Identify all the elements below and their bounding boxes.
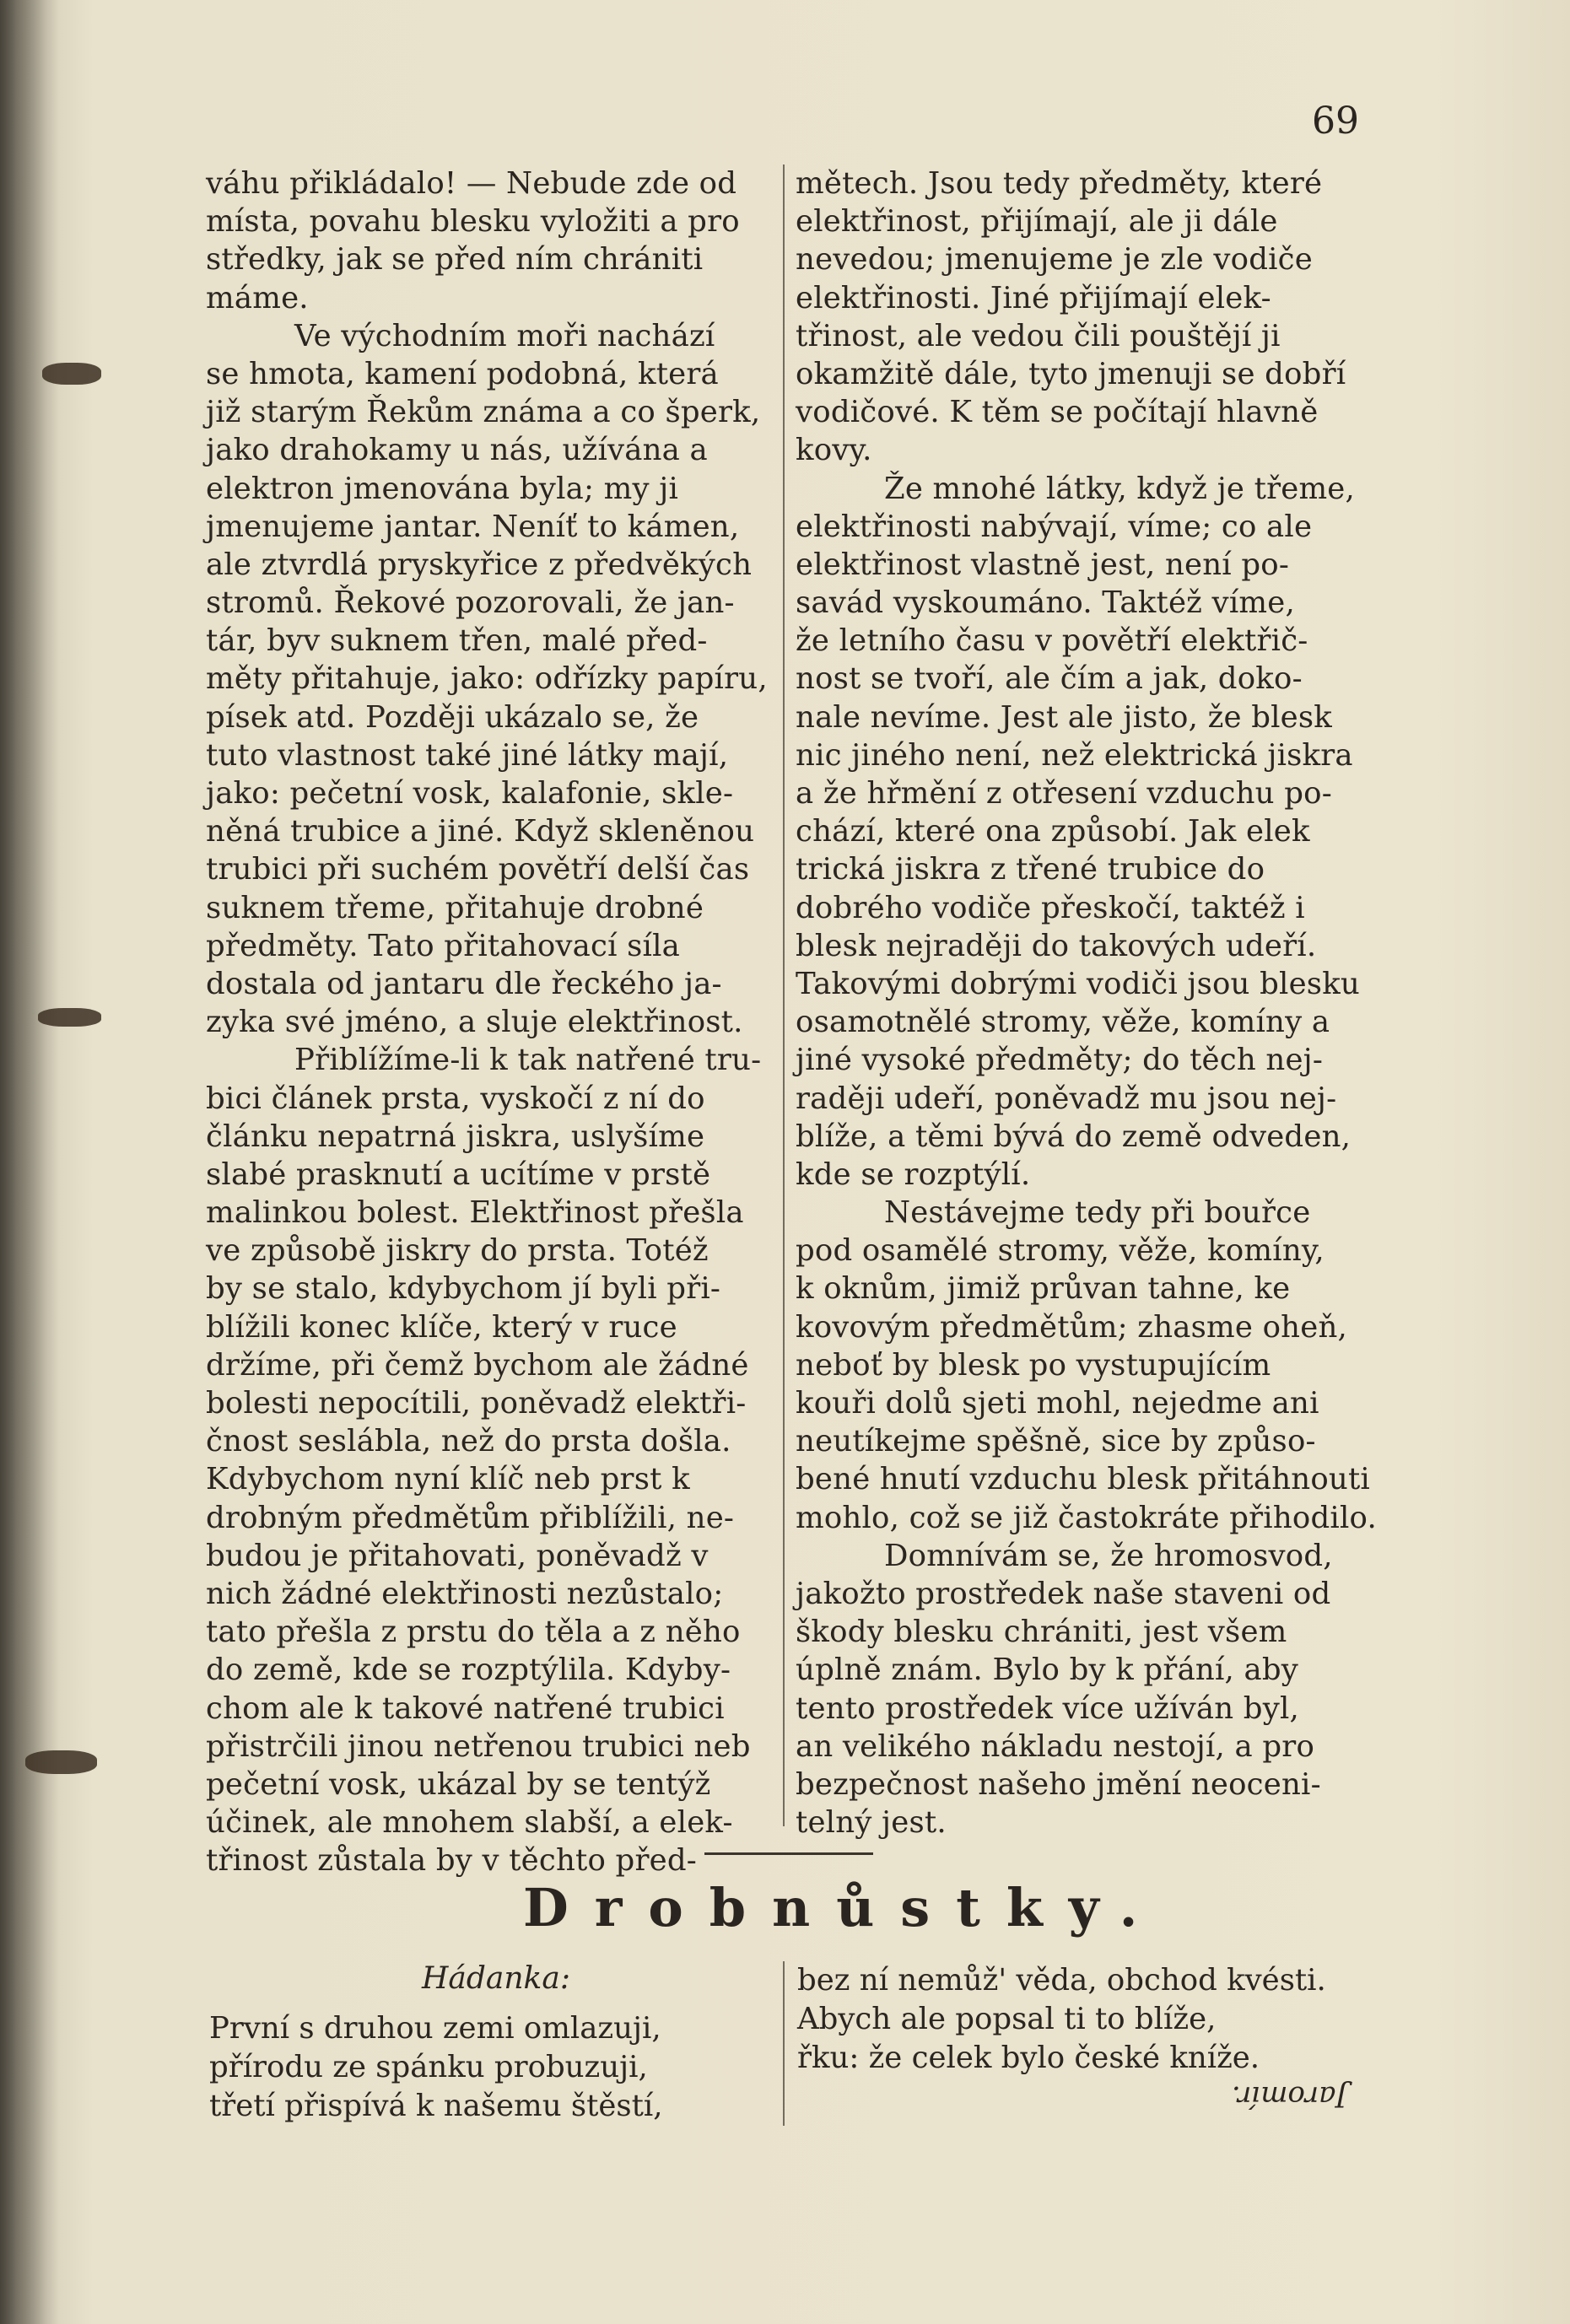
text-line: do země, kde se rozptýlila. Kdyby- — [206, 1653, 731, 1688]
text-line: třinost, ale vedou čili pouštějí ji — [796, 318, 1281, 353]
text-line: dostala od jantaru dle řeckého ja- — [206, 966, 722, 1001]
text-line: úplně znám. Bylo by k přání, aby — [796, 1653, 1299, 1688]
text-line: škody blesku chrániti, jest všem — [796, 1615, 1287, 1650]
text-line: stromů. Řekové pozorovali, že jan- — [206, 585, 735, 621]
text-line: kde se rozptýlí. — [796, 1157, 1031, 1192]
text-line: tuto vlastnost také jiné látky mají, — [206, 737, 729, 773]
text-line: písek atd. Později ukázalo se, že — [206, 699, 699, 735]
text-line: trubici při suchém povětří delší čas — [206, 852, 750, 887]
text-line: an velikého nákladu nestojí, a pro — [796, 1728, 1315, 1764]
text-line: neutíkejme spěšně, sice by způso- — [796, 1424, 1316, 1459]
text-line: bezpečnost našeho jmění neoceni- — [796, 1766, 1321, 1802]
text-line: jmenujeme jantar. Neníť to kámen, — [206, 509, 740, 544]
text-line: vodičové. K těm se počítají hlavně — [796, 395, 1319, 430]
text-line: raději udeří, poněvadž mu jsou nej- — [796, 1081, 1337, 1116]
text-line: držíme, při čemž bychom ale žádné — [206, 1347, 749, 1383]
text-line: jiné vysoké předměty; do těch nej- — [796, 1043, 1324, 1078]
text-line: nale nevíme. Jest ale jisto, že blesk — [796, 699, 1333, 735]
text-line: třinost zůstala by v těchto před- — [206, 1843, 697, 1879]
text-line: Přiblížíme-li k tak natřené tru- — [294, 1043, 762, 1078]
text-line: a že hřmění z otřesení vzduchu po- — [796, 776, 1332, 811]
text-line: nich žádné elektřinosti nezůstalo; — [206, 1576, 724, 1611]
text-line: pečetní vosk, ukázal by se tentýž — [206, 1766, 711, 1802]
text-line: Že mnohé látky, když je třeme, — [884, 471, 1356, 506]
riddle-line: První s druhou zemi omlazuji, — [209, 2011, 661, 2046]
text-line: Nestávejme tedy při bouřce — [884, 1195, 1311, 1231]
margin-ink-mark — [25, 1750, 97, 1774]
text-line: ve způsobě jiskry do prsta. Totéž — [206, 1233, 709, 1269]
riddle-line: řku: že celek bylo české kníže. — [797, 2041, 1260, 2075]
section-title: Drobnůstky. — [523, 1877, 1164, 1938]
text-line: Domnívám se, že hromosvod, — [884, 1538, 1333, 1573]
text-line: Takovými dobrými vodiči jsou blesku — [796, 966, 1360, 1001]
margin-ink-mark — [42, 363, 101, 385]
text-line: tento prostředek více užíván byl, — [796, 1690, 1300, 1726]
text-line: váhu přikládalo! — Nebude zde od — [206, 166, 737, 201]
text-line: chom ale k takové natřené trubici — [206, 1690, 725, 1726]
text-line: suknem třeme, přitahuje drobné — [206, 890, 704, 925]
text-line: chází, které ona způsobí. Jak elek — [796, 814, 1310, 849]
riddle-line: bez ní nemůž' věda, obchod kvésti. — [797, 1963, 1326, 1998]
text-line: přistrčili jinou netřenou trubici neb — [206, 1728, 751, 1764]
text-line: dobrého vodiče přeskočí, taktéž i — [796, 890, 1305, 925]
text-line: Ve východním moři nachází — [294, 318, 715, 353]
text-line: zyka své jméno, a sluje elektřinost. — [206, 1005, 743, 1040]
riddle-left-verse — [209, 2009, 662, 2126]
text-line: okamžitě dále, tyto jmenuji se dobří — [796, 356, 1346, 391]
text-line: jako: pečetní vosk, kalafonie, skle- — [206, 776, 734, 811]
text-line: Kdybychom nyní klíč neb prst k — [206, 1462, 690, 1497]
riddle-right-verse — [797, 1961, 1326, 2078]
text-line: drobným předmětům přiblížili, ne- — [206, 1500, 735, 1535]
text-line: tato přešla z prstu do těla a z něho — [206, 1615, 741, 1650]
riddle-line: třetí přispívá k našemu štěstí, — [209, 2089, 663, 2123]
text-line: telný jest. — [796, 1805, 947, 1841]
text-line: kouři dolů sjeti mohl, nejedme ani — [796, 1386, 1319, 1421]
riddle-column-divider — [783, 1961, 785, 2126]
text-line: jakožto prostředek naše staveni od — [796, 1576, 1331, 1611]
text-line: k oknům, jimiž průvan tahne, ke — [796, 1271, 1291, 1307]
text-line: elektřinost vlastně jest, není po- — [796, 547, 1290, 582]
text-line: něná trubice a jiné. Když skleněnou — [206, 814, 755, 849]
text-line: bolesti nepocítili, poněvadž elektři- — [206, 1386, 747, 1421]
text-line: ale ztvrdlá pryskyřice z předvěkých — [206, 547, 753, 582]
text-line: mohlo, což se již častokráte přihodilo. — [796, 1500, 1377, 1535]
text-line: elektřinosti nabývají, víme; co ale — [796, 509, 1313, 544]
text-line: článku nepatrná jiskra, uslyšíme — [206, 1119, 705, 1154]
text-line: malinkou bolest. Elektřinost přešla — [206, 1195, 744, 1231]
text-line: slabé prasknutí a ucítíme v prstě — [206, 1157, 711, 1192]
text-line: kovy. — [796, 433, 872, 468]
text-line: elektron jmenována byla; my ji — [206, 471, 678, 506]
text-line: by se stalo, kdybychom jí byli při- — [206, 1271, 721, 1307]
text-line: budou je přitahovati, poněvadž v — [206, 1538, 709, 1573]
text-line: účinek, ale mnohem slabší, a elek- — [206, 1805, 733, 1841]
text-line: jako drahokamy u nás, užívána a — [206, 433, 708, 468]
text-line: elektřinosti. Jiné přijímají elek- — [796, 280, 1271, 315]
right-text-column — [796, 164, 1377, 1841]
text-line: nic jiného není, než elektrická jiskra — [796, 737, 1353, 773]
text-line: blížili konec klíče, který v ruce — [206, 1309, 677, 1345]
text-line: neboť by blesk po vystupujícím — [796, 1347, 1271, 1383]
page-number: 69 — [1312, 100, 1359, 143]
text-line: se hmota, kamení podobná, která — [206, 356, 719, 391]
section-rule — [704, 1852, 873, 1855]
text-line: elektřinost, přijímají, ale ji dále — [796, 204, 1278, 240]
binding-shadow — [0, 0, 59, 2324]
column-divider — [783, 164, 785, 1826]
margin-ink-mark — [38, 1008, 101, 1027]
text-line: že letního času v povětří elektřič- — [796, 623, 1308, 659]
text-line: již starým Řekům známa a co šperk, — [206, 395, 761, 430]
left-text-column — [206, 164, 771, 1879]
text-line: trická jiskra z třené trubice do — [796, 852, 1265, 887]
text-line: savád vyskoumáno. Taktéž víme, — [796, 585, 1295, 621]
riddle-line: Abych ale popsal ti to blíže, — [797, 2002, 1217, 2036]
text-line: nevedou; jmenujeme je zle vodiče — [796, 242, 1313, 278]
text-line: blíže, a těmi bývá do země odveden, — [796, 1119, 1351, 1154]
text-line: osamotnělé stromy, věže, komíny a — [796, 1005, 1330, 1040]
text-line: měty přitahuje, jako: odřízky papíru, — [206, 661, 768, 697]
text-line: čnost seslábla, než do prsta došla. — [206, 1424, 731, 1459]
text-line: místa, povahu blesku vyložiti a pro — [206, 204, 740, 240]
text-line: kovovým předmětům; zhasme oheň, — [796, 1309, 1348, 1345]
riddle-title: Hádanka: — [422, 1961, 570, 1996]
text-line: tár, byv suknem třen, malé před- — [206, 623, 708, 659]
text-line: blesk nejraději do takových udeří. — [796, 928, 1317, 963]
text-line: středky, jak se před ním chrániti — [206, 242, 704, 278]
text-line: nost se tvoří, ale čím a jak, doko- — [796, 661, 1303, 697]
text-line: předměty. Tato přitahovací síla — [206, 928, 681, 963]
riddle-line: přírodu ze spánku probuzuji, — [209, 2050, 648, 2084]
text-line: bici článek prsta, vyskočí z ní do — [206, 1081, 705, 1116]
riddle-signature: Jaromír. — [1232, 2079, 1348, 2113]
text-line: pod osamělé stromy, věže, komíny, — [796, 1233, 1325, 1269]
text-line: bené hnutí vzduchu blesk přitáhnouti — [796, 1462, 1370, 1497]
text-line: mětech. Jsou tedy předměty, které — [796, 166, 1323, 201]
text-line: máme. — [206, 280, 309, 315]
